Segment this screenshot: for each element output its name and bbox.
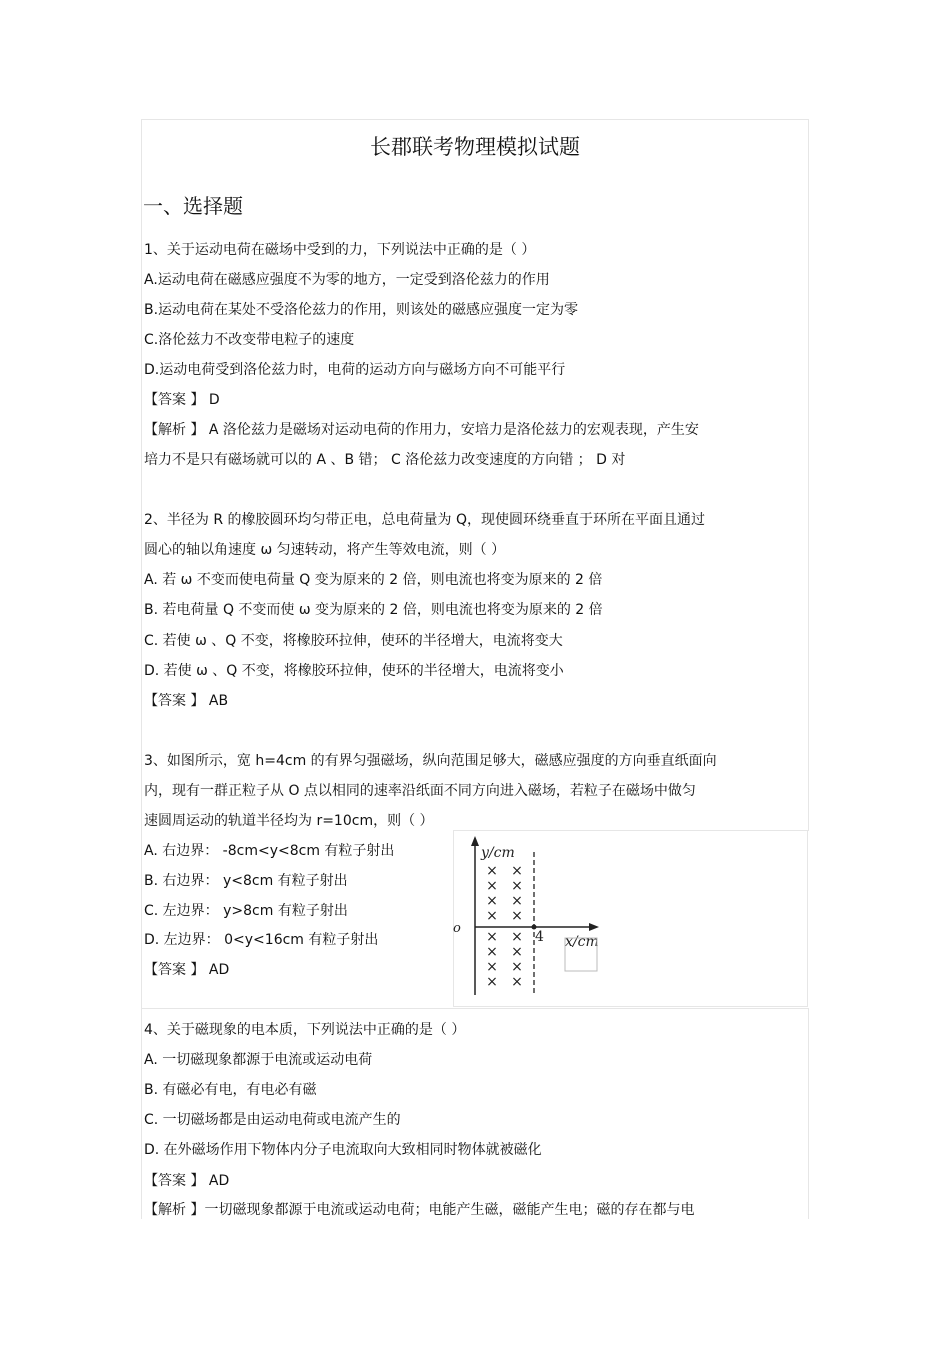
q1-option-b: B.运动电荷在某处不受洛伦兹力的作用，则该处的磁感应强度一定为零 bbox=[144, 302, 579, 318]
y-axis-label: y/cm bbox=[481, 845, 515, 861]
field-cross-mark: × bbox=[486, 974, 498, 990]
q1-option-c: C.洛伦兹力不改变带电粒子的速度 bbox=[144, 332, 355, 348]
x-axis-label: x/cm bbox=[565, 934, 599, 950]
field-cross-mark: × bbox=[486, 959, 498, 975]
field-cross-mark: × bbox=[511, 893, 523, 909]
q2-option-d: D. 若使 ω 、Q 不变，将橡胶环拉伸，使环的半径增大，电流将变小 bbox=[144, 663, 564, 679]
field-cross-mark: × bbox=[486, 908, 498, 924]
q1-option-a: A.运动电荷在磁感应强度不为零的地方，一定受到洛伦兹力的作用 bbox=[144, 272, 550, 288]
q1-analysis-line2: 培力不是只有磁场就可以的 A 、B 错； C 洛伦兹力改变速度的方向错 ； D 对 bbox=[144, 452, 626, 468]
field-cross-mark: × bbox=[486, 929, 498, 945]
boundary-tick-label: 4 bbox=[535, 929, 544, 945]
q3-answer: 【答案 】 AD bbox=[144, 962, 230, 978]
q4-option-c: C. 一切磁场都是由运动电荷或电流产生的 bbox=[144, 1112, 401, 1128]
q2-answer: 【答案 】 AB bbox=[144, 693, 229, 709]
q1-answer: 【答案 】 D bbox=[144, 392, 220, 408]
field-cross-mark: × bbox=[511, 908, 523, 924]
section-heading: 一、选择题 bbox=[143, 194, 243, 218]
q4-option-d: D. 在外磁场作用下物体内分子电流取向大致相同时物体就被磁化 bbox=[144, 1142, 542, 1158]
q3-option-c: C. 左边界： y>8cm 有粒子射出 bbox=[144, 903, 348, 919]
field-cross-mark: × bbox=[486, 878, 498, 894]
q2-stem-line1: 2、半径为 R 的橡胶圆环均匀带正电，总电荷量为 Q，现使圆环绕垂直于环所在平面且通过 bbox=[144, 512, 706, 528]
field-cross-mark: × bbox=[511, 878, 523, 894]
q4-option-a: A. 一切磁现象都源于电流或运动电荷 bbox=[144, 1052, 373, 1068]
q1-analysis-line1: 【解析 】 A 洛伦兹力是磁场对运动电荷的作用力，安培力是洛伦兹力的宏观表现，产生安 bbox=[144, 422, 699, 438]
left-border-mid bbox=[141, 830, 142, 1008]
q4-answer: 【答案 】 AD bbox=[144, 1173, 230, 1189]
q3-magnetic-field-figure bbox=[453, 830, 808, 1007]
page-title: 长郡联考物理模拟试题 bbox=[370, 135, 580, 159]
q3-stem-line2: 内，现有一群正粒子从 O 点以相同的速率沿纸面不同方向进入磁场，若粒子在磁场中做匀 bbox=[144, 783, 696, 799]
q3-option-d: D. 左边界： 0<y<16cm 有粒子射出 bbox=[144, 932, 379, 948]
q4-option-b: B. 有磁必有电，有电必有磁 bbox=[144, 1082, 317, 1098]
q1-stem: 1、关于运动电荷在磁场中受到的力，下列说法中正确的是（ ） bbox=[144, 242, 536, 258]
q2-option-c: C. 若使 ω 、Q 不变，将橡胶环拉伸，使环的半径增大，电流将变大 bbox=[144, 633, 563, 649]
field-cross-mark: × bbox=[511, 959, 523, 975]
field-cross-mark: × bbox=[511, 929, 523, 945]
field-diagram bbox=[453, 830, 808, 1007]
field-cross-mark: × bbox=[511, 863, 523, 879]
field-cross-mark: × bbox=[511, 974, 523, 990]
field-cross-mark: × bbox=[486, 863, 498, 879]
q1-option-d: D.运动电荷受到洛伦兹力时，电荷的运动方向与磁场方向不可能平行 bbox=[144, 362, 566, 378]
q3-option-b: B. 右边界： y<8cm 有粒子射出 bbox=[144, 873, 348, 889]
page-border-top bbox=[141, 119, 809, 831]
field-cross-mark: × bbox=[486, 893, 498, 909]
q3-stem-line1: 3、如图所示，宽 h=4cm 的有界匀强磁场，纵向范围足够大，磁感应强度的方向垂直纸面向 bbox=[144, 753, 717, 769]
q4-analysis: 【解析 】一切磁现象都源于电流或运动电荷；电能产生磁，磁能产生电；磁的存在都与电 bbox=[144, 1202, 695, 1218]
q4-stem: 4、关于磁现象的电本质，下列说法中正确的是（ ） bbox=[144, 1022, 466, 1038]
origin-label: o bbox=[453, 921, 461, 936]
q2-option-a: A. 若 ω 不变而使电荷量 Q 变为原来的 2 倍，则电流也将变为原来的 2 倍 bbox=[144, 572, 603, 588]
q2-option-b: B. 若电荷量 Q 不变而使 ω 变为原来的 2 倍，则电流也将变为原来的 2 倍 bbox=[144, 602, 603, 618]
boundary-point bbox=[532, 925, 537, 930]
field-cross-mark: × bbox=[486, 944, 498, 960]
field-cross-mark: × bbox=[511, 944, 523, 960]
q2-stem-line2: 圆心的轴以角速度 ω 匀速转动，将产生等效电流，则（ ） bbox=[144, 542, 506, 558]
q3-stem-line3: 速圆周运动的轨道半径均为 r=10cm，则（ ） bbox=[144, 813, 434, 829]
q3-option-a: A. 右边界： -8cm<y<8cm 有粒子射出 bbox=[144, 843, 395, 859]
